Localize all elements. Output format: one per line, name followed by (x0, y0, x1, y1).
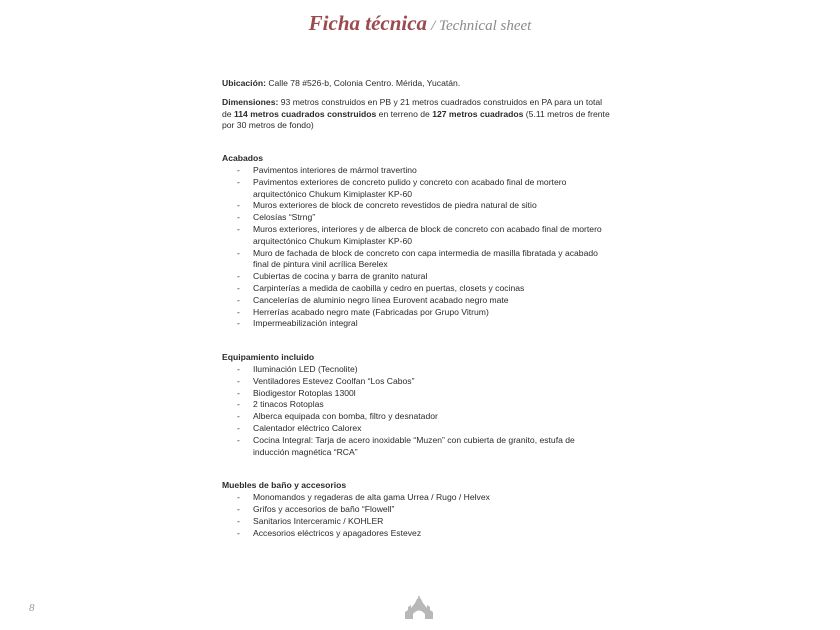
content (222, 78, 612, 561)
list-item: - Cancelerías de aluminio negro línea Eurovent acabado negro mate (222, 295, 612, 307)
location-label: Ubicación: (222, 78, 266, 88)
list-item: - Iluminación LED (Tecnolite) (222, 364, 612, 376)
list-item: - Muros exteriores, interiores y de alberca de block de concreto con acabado final de mortero arquitectónico Chukum Kimiplaster KP-60 (222, 224, 612, 248)
dimensions-text-2: en terreno de (376, 108, 433, 119)
section-heading: Equipamiento incluido (222, 352, 315, 363)
list-item: - Sanitarios Interceramic / KOHLER (222, 516, 612, 528)
page-title (0, 11, 840, 36)
list-item: - Calentador eléctrico Calorex (222, 423, 612, 435)
list-item: - Celosías “Strng” (222, 212, 612, 224)
list-item: - Carpinterías a medida de caobilla y cedro en puertas, closets y cocinas (222, 283, 612, 295)
equipment-list (222, 364, 612, 458)
dimensions-label: Dimensiones: (222, 96, 279, 107)
list-item: - Muro de fachada de block de concreto con capa intermedia de masilla fibratada y acabado final de pintura vinil acrílica Berelex (222, 248, 612, 272)
list-item: - Monomandos y regaderas de alta gama Urrea / Rugo / Helvex (222, 492, 612, 504)
dimensions-bold-2: 127 metros cuadrados (432, 108, 524, 119)
list-item: - Pavimentos interiores de mármol travertino (222, 165, 612, 177)
list-item: - Accesorios eléctricos y apagadores Estevez (222, 528, 612, 540)
location-paragraph (222, 78, 612, 90)
list-item: - Herrerías acabado negro mate (Fabricadas por Grupo Vitrum) (222, 307, 612, 319)
title-sub: / Technical sheet (431, 18, 532, 34)
bathroom-list (222, 492, 612, 539)
title-main: Ficha técnica (308, 11, 428, 35)
list-item: - Grifos y accesorios de baño “Flowell” (222, 504, 612, 516)
dimensions-text-3: (5.11 metros de frente por 30 metros de fondo) (222, 108, 610, 131)
list-item: - 2 tinacos Rotoplas (222, 399, 612, 411)
list-item: - Cocina Integral: Tarja de acero inoxidable “Muzen” con cubierta de granito, estufa de inducción magnética “RCA” (222, 435, 612, 459)
dimensions-text-1: 93 metros construidos en PB y 21 metros cuadrados construidos en PA para un total de (222, 96, 603, 119)
section-heading: Muebles de baño y accesorios (222, 480, 347, 491)
section-heading: Acabados (222, 153, 264, 164)
location-value: Calle 78 #526-b, Colonia Centro. Mérida, Yucatán. (265, 78, 461, 88)
list-item: - Impermeabilización integral (222, 318, 612, 330)
list-item: - Muros exteriores de block de concreto revestidos de piedra natural de sitio (222, 200, 612, 212)
section-acabados (222, 153, 612, 330)
arch-logo-icon (403, 596, 435, 620)
page-number: 8 (29, 602, 35, 614)
list-item: - Cubiertas de cocina y barra de granito natural (222, 271, 612, 283)
dimensions-bold-1: 114 metros cuadrados construidos (233, 108, 377, 119)
list-item: - Pavimentos exteriores de concreto pulido y concreto con acabado final de mortero arquitectónico Chukum Kimiplaster KP-60 (222, 177, 612, 201)
dimensions-paragraph (222, 97, 612, 132)
list-item: - Ventiladores Estevez Coolfan “Los Cabos” (222, 376, 612, 388)
list-item: - Alberca equipada con bomba, filtro y desnatador (222, 411, 612, 423)
list-item: - Biodigestor Rotoplas 1300l (222, 388, 612, 400)
finishes-list (222, 165, 612, 330)
section-muebles-bano (222, 480, 612, 539)
section-equipamiento (222, 352, 612, 458)
